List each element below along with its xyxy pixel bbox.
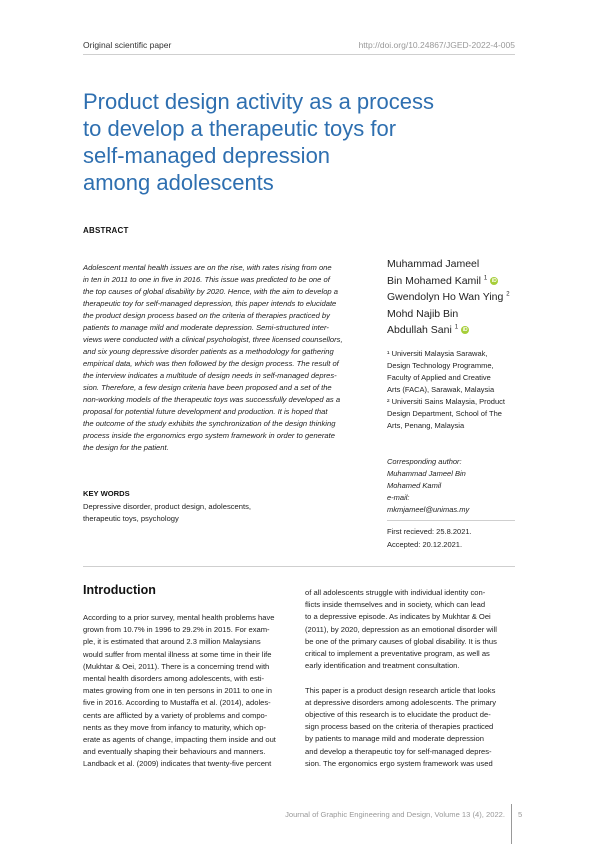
article-type-label: Original scientific paper — [83, 40, 172, 50]
dates-divider — [387, 520, 515, 521]
body-line: be one of the primary causes of global disability. It is thus — [305, 636, 497, 646]
body-line: According to a prior survey, mental health problems have — [83, 613, 275, 622]
abstract-line: therapeutic toy for self-managed depression, this paper intends to elucidate — [83, 299, 337, 308]
title-line: self-managed depression — [83, 143, 331, 168]
journal-citation: Journal of Graphic Engineering and Design, Volume 13 (4), 2022. — [285, 810, 505, 819]
orcid-icon[interactable]: iD — [462, 327, 468, 334]
affiliation-line: Arts (FACA), Sarawak, Malaysia — [387, 385, 495, 394]
affiliation-line: Faculty of Applied and Creative — [387, 373, 491, 382]
paragraph-gap — [305, 672, 515, 684]
body-line: sion. The ergonomics ergo system framework was used — [305, 758, 493, 768]
corresp-line: Muhammad Jameel Bin — [387, 469, 466, 478]
author-name-line: Mohd Najib Bin — [387, 307, 459, 320]
title-line: Product design activity as a process — [83, 89, 434, 114]
abstract-line: Adolescent mental health issues are on the rise, with rates rising from one — [83, 263, 332, 272]
body-line: cents are afflicted by a variety of problems and compo- — [83, 710, 268, 720]
accepted-date: Accepted: 20.12.2021. — [387, 539, 463, 549]
page-number: 5 — [518, 810, 523, 819]
body-line: This paper is a product design research article that looks — [305, 685, 496, 695]
header-divider — [83, 54, 515, 55]
body-line: grown from 10.7% in 1996 to 29.2% in 2015. For exam- — [83, 625, 270, 635]
body-line: mates growing from one in ten persons in 2011 to one in — [83, 686, 272, 696]
corresp-line: Mohamed Kamil — [387, 481, 442, 490]
abstract-line: empirical data, which was then followed by the design process. The result of — [83, 359, 339, 368]
body-line: Landback et al. (2009) indicates that twenty-five percent — [83, 759, 272, 769]
body-line: would suffer from mental illness at some time in their life — [83, 649, 272, 659]
affiliation-line: Arts, Penang, Malaysia — [387, 421, 465, 430]
body-line: of all adolescents struggle with individual identity con- — [305, 588, 486, 597]
body-line: erate as agents of change, impacting them inside and out — [83, 735, 276, 745]
abstract-text — [83, 262, 365, 454]
corresp-line: Corresponding author: — [387, 457, 462, 466]
keywords-line: therapeutic toys, psychology — [83, 514, 179, 523]
email-link[interactable]: mkmjameel@unimas.my — [387, 505, 470, 514]
body-line: (Mukhtar & Oei, 2011). There is a concerning trend with — [83, 661, 270, 671]
affiliation-line: ¹ Universiti Malaysia Sarawak, — [387, 349, 488, 358]
abstract-line: the interview indicates a multitude of design needs in self-managed depres- — [83, 371, 337, 380]
author-name-line: Bin Mohamed Kamil $^1$ iD — [387, 274, 497, 287]
body-line: early identification and treatment consultation. — [305, 661, 460, 671]
abstract-line: non-working models of the therapeutic toys was successfully developed as a — [83, 395, 341, 404]
body-line: at depressive disorders among adolescents. The primary — [305, 697, 497, 707]
submission-dates — [387, 526, 472, 551]
keywords-line: Depressive disorder, product design, adolescents, — [83, 502, 252, 511]
title-line: among adolescents — [83, 170, 274, 195]
intro-right-column — [305, 587, 515, 770]
abstract-line: the design for the patient. — [83, 443, 169, 452]
abstract-line: and six young depressive disorder patients as a methodology for gathering — [83, 347, 334, 356]
received-date: First recieved: 25.8.2021. — [387, 527, 472, 536]
body-line: flicts inside themselves and in society, which can lead — [305, 600, 486, 610]
doi-link[interactable]: http://doi.org/10.24867/JGED-2022-4-005 — [358, 40, 515, 50]
affiliation-line: Design Department, School of The — [387, 409, 502, 418]
introduction-heading: Introduction — [83, 583, 156, 597]
corresp-line: e-mail: — [387, 493, 410, 502]
author-name-line: Gwendolyn Ho Wan Ying $^2$ — [387, 291, 510, 303]
abstract-line: the product design process based on the criteria of therapies practiced by — [83, 311, 330, 320]
author-name-line: Muhammad Jameel — [387, 258, 480, 270]
abstract-line: patients to manage mild and moderate depression. Semi-structured inter- — [83, 323, 329, 332]
section-divider — [83, 566, 515, 567]
orcid-icon[interactable]: iD — [491, 277, 497, 284]
body-line: and develop a therapeutic toy for self-managed depres- — [305, 746, 492, 756]
body-line: to a depressive episode. As indicates by Mukhtar & Oei — [305, 612, 491, 622]
body-line: sign process based on the criteria of therapies practiced — [305, 722, 494, 732]
affiliation-line: ² Universiti Sains Malaysia, Product — [387, 397, 505, 406]
abstract-line: process inside the ergonomics ergo system framework in order to generate — [83, 431, 335, 440]
abstract-line: the outcome of the study exhibits the synchronization of the design thinking — [83, 419, 336, 428]
body-line: (2011), by 2020, depression as an emotional disorder will — [305, 624, 497, 634]
body-line: mental health disorders among adolescents, with esti- — [83, 674, 265, 684]
abstract-line: the top causes of global disability by 2020. Hence, with the aim to develop a — [83, 287, 338, 296]
abstract-line: views were conducted with a clinical psychologist, three licensed counsellors, — [83, 335, 343, 344]
body-line: by patients to manage mild and moderate depression — [305, 734, 484, 744]
keywords-text — [83, 501, 251, 525]
article-title — [83, 88, 503, 196]
abstract-heading: ABSTRACT — [83, 226, 129, 235]
affiliation-line: Design Technology Programme, — [387, 361, 494, 370]
body-line: nents as they move from infancy to maturity, which op- — [83, 722, 267, 732]
body-line: five in 2016. According to Mustaffa et al. (2014), adoles- — [83, 698, 271, 708]
title-line: to develop a therapeutic toys for — [83, 116, 397, 141]
author-name-line: Abdullah Sani $^1$ iD — [387, 324, 468, 336]
abstract-line: proposal for potential future development and production. It is hoped that — [83, 407, 328, 416]
body-line: ple, it is estimated that around 2.3 million Malaysians — [83, 637, 261, 647]
author-list — [387, 256, 510, 339]
body-line: and eventually shaping their behaviours and manners. — [83, 747, 266, 757]
abstract-line: sion. Therefore, a few design criteria have been proposed and a set of the — [83, 383, 332, 392]
keywords-heading: KEY WORDS — [83, 489, 130, 498]
body-line: objective of this research is to elucidate the product de- — [305, 710, 491, 720]
affiliations — [387, 348, 505, 432]
footer-divider — [511, 804, 512, 844]
intro-left-column — [83, 612, 295, 771]
corresponding-author — [387, 456, 469, 516]
body-line: critical to implement a preventative program, as well as — [305, 649, 490, 659]
abstract-line: in ten in 2011 to one in five in 2016. This issue was predicted to be one of — [83, 275, 330, 284]
